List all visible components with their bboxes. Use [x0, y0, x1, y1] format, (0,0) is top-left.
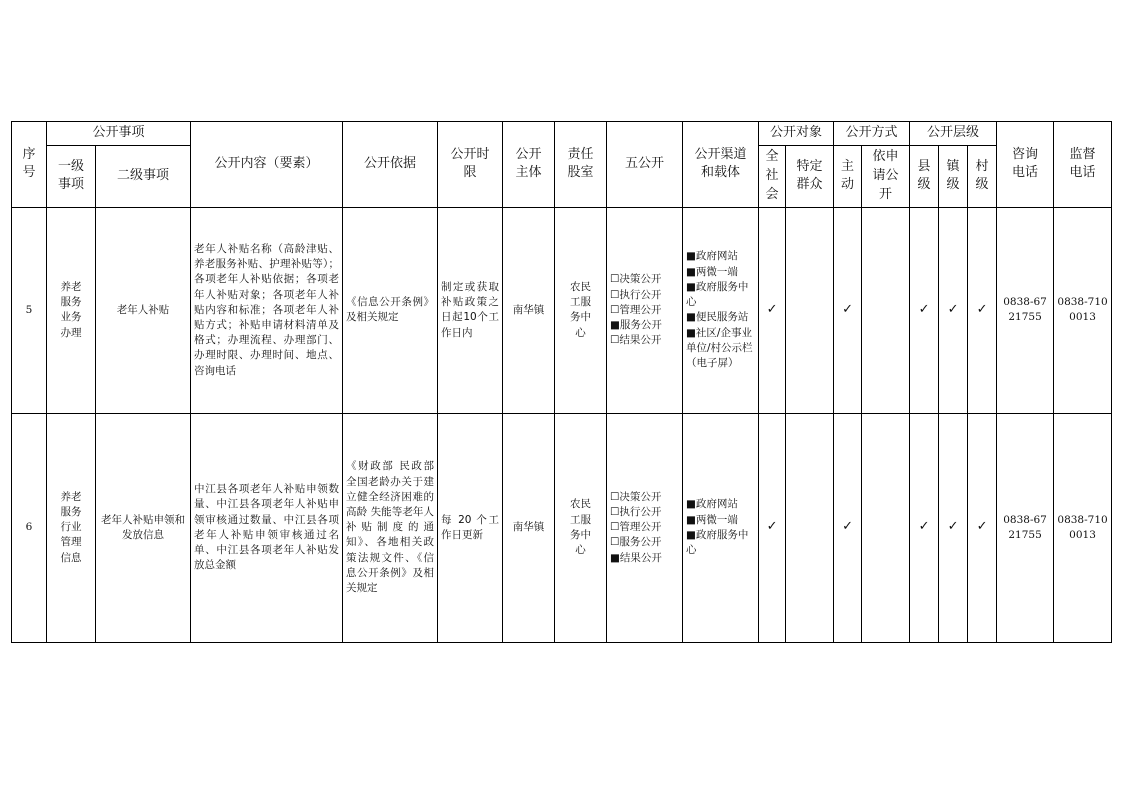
header-content: 公开内容（要素）: [191, 122, 343, 208]
header-target-group: 公开对象: [759, 122, 834, 146]
header-seq: 序 号: [12, 122, 47, 208]
header-village: 村 级: [968, 145, 997, 207]
check-town: ✓: [939, 413, 968, 642]
header-level1: 一级 事项: [47, 145, 96, 207]
header-consult: 咨询 电话: [997, 122, 1054, 208]
header-supervise: 监督 电话: [1054, 122, 1112, 208]
header-dept: 责任 股室: [555, 122, 607, 208]
row-five-list: [607, 207, 683, 413]
row-dept: 农民 工服 务中 心: [555, 207, 607, 413]
header-five: 五公开: [607, 122, 683, 208]
row-level2: 老年人补贴申领和发放信息: [96, 413, 191, 642]
row-supervise-phone: 0838-7100013: [1054, 207, 1112, 413]
check-town: ✓: [939, 207, 968, 413]
row-level2: 老年人补贴: [96, 207, 191, 413]
row-dept: 农民 工服 务中 心: [555, 413, 607, 642]
check-method-active: ✓: [834, 413, 862, 642]
check-target-specific: [786, 413, 834, 642]
five-item-result: ■结果公开: [610, 551, 662, 564]
header-basis: 公开依据: [343, 122, 438, 208]
row-content: 中江县各项老年人补贴申领数量、中江县各项老年人补贴申领审核通过数量、中江县各项老年人补贴申领审核通过名单、中江县各项老年人补贴发放总金额: [191, 413, 343, 642]
channel-item: ■两微一端: [686, 513, 738, 526]
channel-item: ■政府网站: [686, 498, 738, 511]
header-method-active: 主 动: [834, 145, 862, 207]
five-item-service: ■服务公开: [610, 318, 662, 331]
check-village: ✓: [968, 413, 997, 642]
row-consult-phone: 0838-6721755: [997, 207, 1054, 413]
row-level1: 养老 服务 业务 办理: [47, 207, 96, 413]
row-subject: 南华镇: [503, 207, 555, 413]
header-method-request: 依申 请公 开: [862, 145, 910, 207]
header-target-specific: 特定 群众: [786, 145, 834, 207]
five-item-management: ☐管理公开: [610, 303, 662, 316]
check-method-request: [862, 207, 910, 413]
disclosure-table: [11, 121, 1112, 643]
five-item-result: ☐结果公开: [610, 334, 662, 347]
row-consult-phone: 0838-6721755: [997, 413, 1054, 642]
header-subject: 公开 主体: [503, 122, 555, 208]
channel-item: ■两微一端: [686, 265, 738, 278]
row-time: 每 20 个工作日更新: [438, 413, 503, 642]
check-village: ✓: [968, 207, 997, 413]
row-channel-list: [683, 413, 759, 642]
table-row: [12, 207, 1112, 413]
header-method-group: 公开方式: [834, 122, 910, 146]
row-seq: 6: [12, 413, 47, 642]
row-level1: 养老 服务 行业 管理 信息: [47, 413, 96, 642]
row-basis: 《财政部 民政部 全国老龄办关于建立健全经济困难的高龄 失能等老年人补贴制度的通知》、各地相关政策法规文件、《信息公开条例》及相关规定: [343, 413, 438, 642]
header-town: 镇 级: [939, 145, 968, 207]
row-channel-list: [683, 207, 759, 413]
header-item-group: 公开事项: [47, 122, 191, 146]
header-time: 公开时 限: [438, 122, 503, 208]
row-subject: 南华镇: [503, 413, 555, 642]
channel-item: ■便民服务站: [686, 311, 749, 324]
row-content: 老年人补贴名称（高龄津贴、养老服务补贴、护理补贴等）；各项老年人补贴依据；各项老年人补贴对象；各项老年人补贴内容和标准；各项老年人补贴方式；补贴申请材料清单及格式；办理流程、办理部门、办理时限、办理时间、地点、咨询电话: [191, 207, 343, 413]
five-item-decision: ☐决策公开: [610, 273, 662, 286]
check-method-request: [862, 413, 910, 642]
row-basis: 《信息公开条例》及相关规定: [343, 207, 438, 413]
check-method-active: ✓: [834, 207, 862, 413]
channel-item: ■政府服务中心: [686, 528, 749, 557]
header-channel: 公开渠道 和载体: [683, 122, 759, 208]
channel-item: ■社区/企事业单位/村公示栏（电子屏）: [686, 326, 753, 369]
five-item-execution: ☐执行公开: [610, 288, 662, 301]
table-row: [12, 413, 1112, 642]
header-level2: 二级事项: [96, 145, 191, 207]
header-level-group: 公开层级: [910, 122, 997, 146]
check-county: ✓: [910, 413, 939, 642]
channel-item: ■政府网站: [686, 250, 738, 263]
row-five-list: [607, 413, 683, 642]
check-county: ✓: [910, 207, 939, 413]
row-supervise-phone: 0838-7100013: [1054, 413, 1112, 642]
five-item-decision: ☐决策公开: [610, 490, 662, 503]
check-target-all: ✓: [759, 413, 786, 642]
five-item-execution: ☐执行公开: [610, 506, 662, 519]
five-item-management: ☐管理公开: [610, 521, 662, 534]
row-seq: 5: [12, 207, 47, 413]
channel-item: ■政府服务中心: [686, 280, 749, 309]
check-target-specific: [786, 207, 834, 413]
header-county: 县 级: [910, 145, 939, 207]
check-target-all: ✓: [759, 207, 786, 413]
row-time: 制定或获取补贴政策之日起10个工作日内: [438, 207, 503, 413]
five-item-service: ☐服务公开: [610, 536, 662, 549]
header-target-all: 全 社 会: [759, 145, 786, 207]
